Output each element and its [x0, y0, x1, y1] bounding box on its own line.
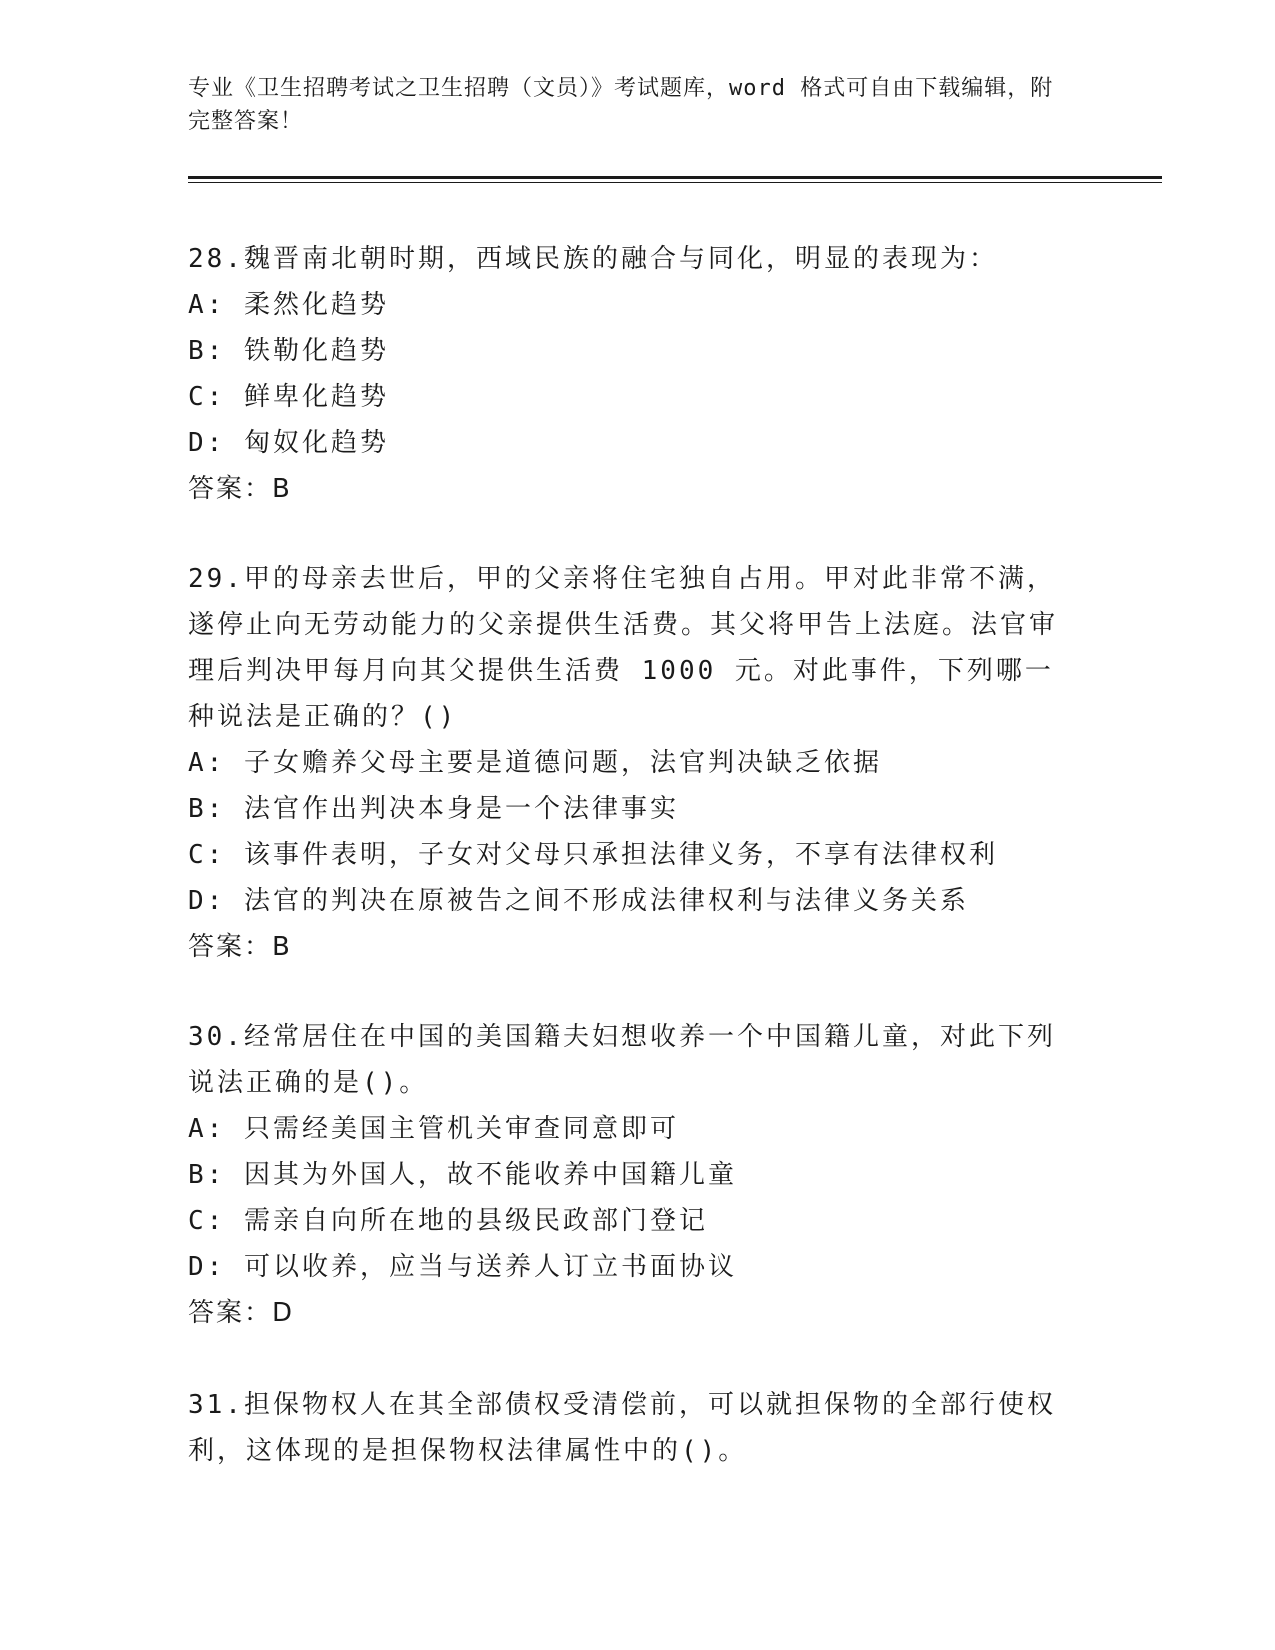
question-stem: 29.甲的母亲去世后，甲的父亲将住宅独自占用。甲对此非常不满，遂停止向无劳动能力的父亲提供生活费。其父将甲告上法庭。法官审理后判决甲每月向其父提供生活费 1000 元。对此事件，下列哪一种说法是正确的？() [188, 564, 1059, 732]
answer: 答案：D [188, 1298, 295, 1328]
option-c: C: 需亲自向所在地的县级民政部门登记 [188, 1206, 708, 1236]
header-divider-thick [188, 176, 1162, 179]
question-28 [188, 236, 1078, 512]
option-d: D: 匈奴化趋势 [188, 428, 389, 458]
question-stem: 30.经常居住在中国的美国籍夫妇想收养一个中国籍儿童，对此下列说法正确的是()。 [188, 1022, 1056, 1098]
document-header: 专业《卫生招聘考试之卫生招聘（文员）》考试题库，word 格式可自由下载编辑，附完整答案！ [188, 76, 1054, 134]
option-a: A: 子女赡养父母主要是道德问题，法官判决缺乏依据 [188, 748, 882, 778]
option-a: A: 只需经美国主管机关审查同意即可 [188, 1114, 679, 1144]
option-d: D: 可以收养，应当与送养人订立书面协议 [188, 1252, 737, 1282]
option-b: B: 铁勒化趋势 [188, 336, 389, 366]
option-b: B: 法官作出判决本身是一个法律事实 [188, 794, 679, 824]
question-stem: 28.魏晋南北朝时期，西域民族的融合与同化，明显的表现为： [188, 244, 998, 274]
option-b: B: 因其为外国人，故不能收养中国籍儿童 [188, 1160, 737, 1190]
answer: 答案：B [188, 474, 292, 504]
option-d: D: 法官的判决在原被告之间不形成法律权利与法律义务关系 [188, 886, 969, 916]
question-29 [188, 556, 1078, 970]
question-31 [188, 1382, 1078, 1474]
option-c: C: 该事件表明，子女对父母只承担法律义务，不享有法律权利 [188, 840, 998, 870]
option-c: C: 鲜卑化趋势 [188, 382, 389, 412]
answer: 答案：B [188, 932, 292, 962]
header-divider-thin [188, 182, 1162, 183]
question-stem: 31.担保物权人在其全部债权受清偿前，可以就担保物的全部行使权利，这体现的是担保物权法律属性中的()。 [188, 1390, 1056, 1466]
option-a: A: 柔然化趋势 [188, 290, 389, 320]
question-30 [188, 1014, 1078, 1336]
